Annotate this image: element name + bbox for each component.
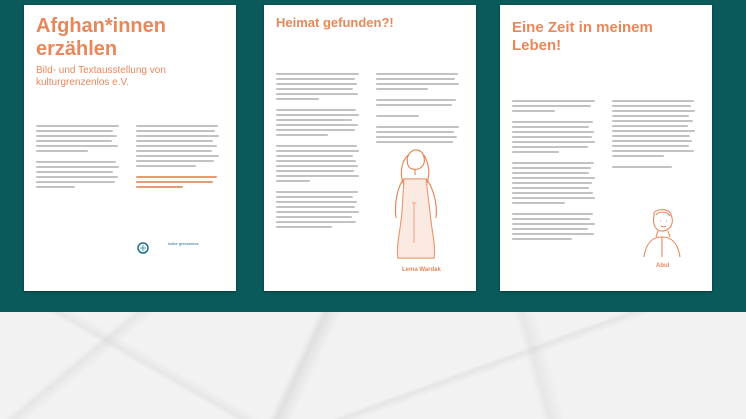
text-column-left (36, 125, 122, 275)
poster-page-3 (500, 5, 712, 291)
text-column-right (612, 100, 698, 180)
logo-text: kultur grenzenlos (168, 241, 199, 246)
page-title: Heimat gefunden?! (276, 15, 394, 30)
illustration-caption: Lema Wardak (402, 267, 441, 273)
illustration-caption: Abul (656, 263, 670, 269)
text-column-right (376, 73, 462, 143)
kulturgrenzenlos-logo-icon (136, 241, 166, 255)
page-title: Eine Zeit in meinem Leben! (512, 19, 653, 54)
poster-page-1 (24, 5, 236, 291)
marble-surface (0, 312, 746, 419)
poster-page-2 (264, 5, 476, 291)
page-subtitle: Bild- und Textausstellung von kulturgrenzenlos e.V. (36, 65, 166, 88)
text-column-left (512, 100, 598, 280)
woman-illustration-icon (382, 143, 452, 263)
page-title: Afghan*innen erzählen (36, 15, 166, 60)
text-column-left (276, 73, 362, 273)
man-illustration-icon (638, 207, 686, 259)
